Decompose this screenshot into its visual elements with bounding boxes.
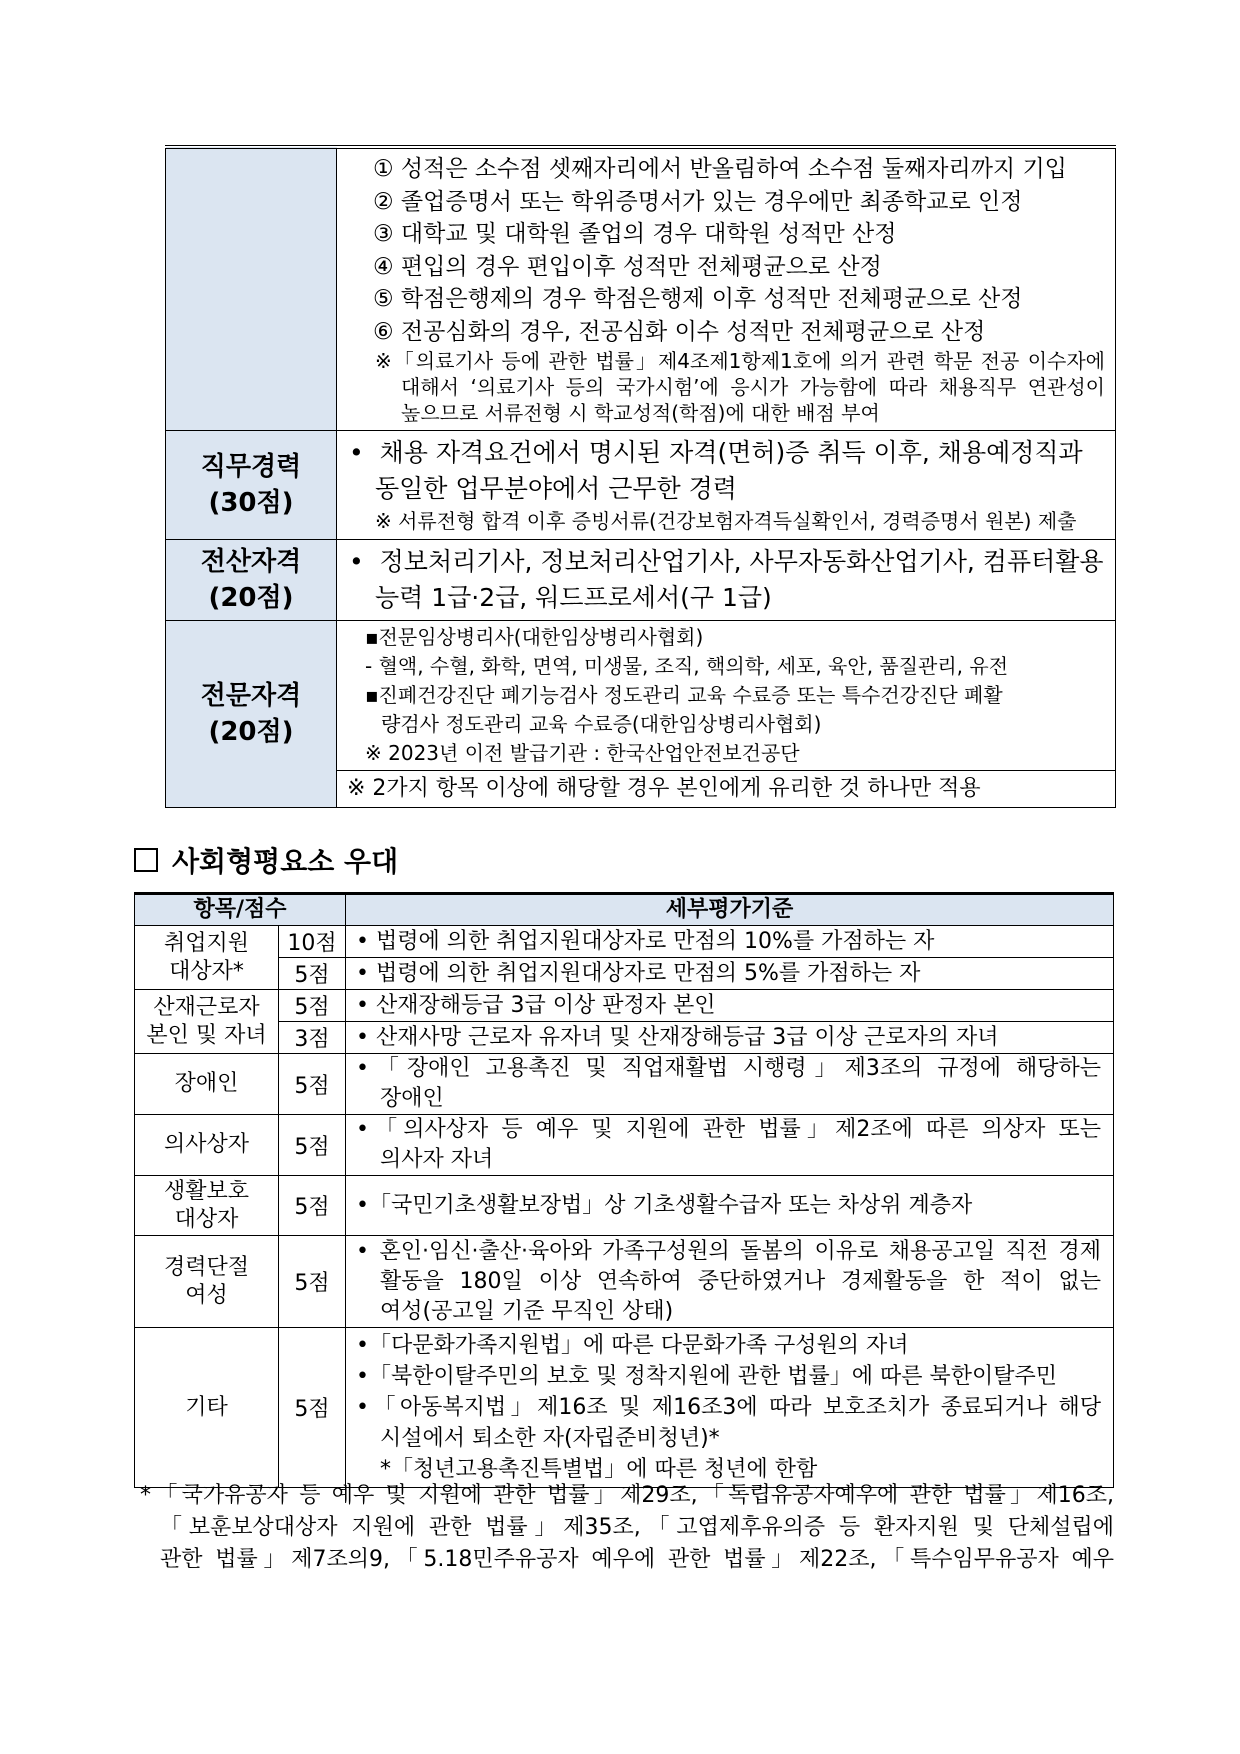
bullet-mark: • [349, 547, 364, 576]
footnote-line: 「보훈보상대상자 지원에 관한 법률」제35조,「고엽제후유의증 등 환자지원 및 단체설립에 [160, 1515, 1114, 1540]
it-cert-description [349, 544, 1105, 616]
pro-cert-line: - 혈액, 수혈, 화학, 면역, 미생물, 조직, 핵의학, 세포, 육안, 품질관리, 유전 [365, 654, 1009, 678]
grade-rule-5: ⑤ 학점은행제의 경우 학점은행제 이후 성적만 전체평균으로 산정 [373, 286, 1023, 312]
criteria-line: •「장애인 고용촉진 및 직업재활법 시행령」제3조의 규정에 해당하는 [356, 1056, 1101, 1081]
criteria-cell: • 법령에 의한 취업지원대상자로 만점의 5%를 가점하는 자 [346, 958, 1114, 990]
grade-legal-note [349, 348, 1105, 426]
item-text: 본인 및 자녀 [146, 1022, 267, 1048]
career-row [166, 431, 1116, 540]
career-points: (30점) [208, 488, 294, 518]
grade-rule-3: ③ 대학교 및 대학원 졸업의 경우 대학원 성적만 산정 [373, 221, 897, 247]
it-cert-label: 전산자격 [200, 547, 302, 577]
grade-row [166, 147, 1116, 431]
item-text: 산재근로자 [153, 994, 260, 1020]
grade-rule-6: ⑥ 전공심화의 경우, 전공심화 이수 성적만 전체평균으로 산정 [373, 318, 986, 345]
table-row [135, 1115, 1114, 1176]
career-label: 직무경력 [200, 452, 302, 482]
grade-rules-cell [337, 147, 1116, 431]
item-welfare [135, 1176, 279, 1236]
table-row [135, 990, 1114, 1022]
it-cert-line-1: 정보처리기사, 정보처리산업기사, 사무자동화산업기사, 컴퓨터활용 [379, 547, 1104, 576]
criteria-line: • 혼인·임신·출산·육아와 가족구성원의 돌봄의 이유로 채용공고일 직전 경제 [356, 1238, 1101, 1264]
section-title: 사회형평요소 우대 [172, 845, 399, 878]
qualification-table [165, 145, 1116, 808]
table-row [135, 958, 1114, 990]
pro-cert-note: ※ 2가지 항목 이상에 해당할 경우 본인에게 유리한 것 하나만 적용 [337, 771, 1116, 808]
criteria-line: 활동을 180일 이상 연속하여 중단하였거나 경제활동을 한 적이 없는 [380, 1268, 1101, 1294]
header-item-score: 항목/점수 [135, 894, 346, 926]
social-equity-table [134, 892, 1114, 1488]
footnote-line: 관한 법률」제7조의9,「5.18민주유공자 예우에 관한 법률」제22조,「특수임무유공자 예우 [160, 1547, 1114, 1572]
criteria-cell: • 산재장해등급 3급 이상 판정자 본인 [346, 990, 1114, 1022]
grade-rule-4: ④ 편입의 경우 편입이후 성적만 전체평균으로 산정 [373, 253, 882, 280]
item-disabled: 장애인 [135, 1054, 279, 1115]
criteria-line: *「청년고용촉진특별법」에 따른 청년에 한함 [380, 1457, 818, 1482]
it-cert-points: (20점) [208, 583, 294, 613]
pro-cert-row [166, 621, 1116, 771]
criteria-cell: • 법령에 의한 취업지원대상자로 만점의 10%를 가점하는 자 [346, 926, 1114, 958]
item-industrial-accident [135, 990, 279, 1054]
career-description [349, 435, 1105, 507]
it-cert-row [166, 540, 1116, 621]
pro-cert-desc-cell [337, 621, 1116, 771]
criteria-cell [346, 1054, 1114, 1115]
item-employment-support [135, 926, 279, 990]
it-cert-desc-cell [337, 540, 1116, 621]
checkbox-square-icon [134, 848, 158, 872]
career-note: ※ 서류전형 합격 이후 증빙서류(건강보험자격득실확인서, 경력증명서 원본) 제출 [375, 509, 1077, 533]
career-label-cell [166, 431, 337, 540]
score-cell: 5점 [279, 958, 346, 990]
item-text: 취업지원 [163, 930, 249, 956]
header-criteria: 세부평가기준 [346, 894, 1114, 926]
pro-cert-line: ※ 2023년 이전 발급기관 : 한국산업안전보건공단 [365, 741, 800, 765]
score-cell: 5점 [279, 1115, 346, 1176]
grade-note-line: ※「의료기사 등에 관한 법률」제4조제1항제1호에 의거 관련 학문 전공 이수자에 [375, 349, 1105, 373]
grade-rule-1: ① 성적은 소수점 셋째자리에서 반올림하여 소수점 둘째자리까지 기입 [373, 156, 1067, 182]
criteria-cell [346, 1236, 1114, 1328]
score-cell: 5점 [279, 990, 346, 1022]
criteria-line: •「다문화가족지원법」에 따른 다문화가족 구성원의 자녀 [356, 1333, 909, 1358]
score-cell: 5점 [279, 1236, 346, 1328]
criteria-line: 장애인 [380, 1086, 444, 1111]
footnote [140, 1480, 1114, 1576]
career-line-2: 동일한 업무분야에서 근무한 경력 [375, 474, 737, 503]
item-text: 대상자* [169, 958, 244, 984]
bullet-mark: • [349, 438, 364, 467]
pro-cert-points: (20점) [208, 717, 294, 747]
item-other: 기타 [135, 1328, 279, 1488]
criteria-cell: • 산재사망 근로자 유자녀 및 산재장해등급 3급 이상 근로자의 자녀 [346, 1022, 1114, 1054]
item-text: 여성 [185, 1282, 228, 1308]
table-row [135, 1022, 1114, 1054]
criteria-cell [346, 1176, 1114, 1236]
table-row [135, 1328, 1114, 1488]
table-row [135, 1176, 1114, 1236]
grade-label-cell [166, 147, 337, 431]
criteria-line: 시설에서 퇴소한 자(자립준비청년)* [380, 1426, 720, 1451]
it-cert-line-2: 능력 1급·2급, 워드프로세서(구 1급) [375, 583, 772, 612]
score-cell: 3점 [279, 1022, 346, 1054]
pro-cert-label: 전문자격 [200, 681, 302, 711]
criteria-cell [346, 1115, 1114, 1176]
grade-note-line: 높으므로 서류전형 시 학교성적(학점)에 대한 배점 부여 [401, 401, 880, 425]
pro-cert-line: ▪전문임상병리사(대한임상병리사협회) [365, 625, 704, 649]
it-cert-label-cell [166, 540, 337, 621]
score-cell: 10점 [279, 926, 346, 958]
footnote-line: *「국가유공자 등 예우 및 지원에 관한 법률」제29조,「독립유공자예우에 관한 법률」제16조, [140, 1483, 1114, 1508]
table-row [135, 1236, 1114, 1328]
criteria-line: •「국민기초생활보장법」상 기초생활수급자 또는 차상위 계층자 [356, 1192, 973, 1218]
item-career-break [135, 1236, 279, 1328]
pro-cert-line: 량검사 정도관리 교육 수료증(대한임상병리사협회) [381, 712, 822, 736]
item-text: 대상자 [174, 1206, 239, 1232]
criteria-line: 여성(공고일 기준 무직인 상태) [380, 1298, 674, 1324]
career-desc-cell [337, 431, 1116, 540]
criteria-line: •「아동복지법」제16조 및 제16조3에 따라 보호조치가 종료되거나 해당 [356, 1395, 1101, 1420]
table-header-row [135, 894, 1114, 926]
pro-cert-line: ▪진폐건강진단 폐기능검사 정도관리 교육 수료증 또는 특수건강진단 폐활 [365, 683, 1003, 707]
score-cell: 5점 [279, 1176, 346, 1236]
criteria-line: •「의사상자 등 예우 및 지원에 관한 법률」제2조에 따른 의상자 또는 [356, 1117, 1101, 1142]
item-text: 생활보호 [163, 1178, 249, 1204]
item-text: 경력단절 [163, 1254, 249, 1280]
table-row [135, 1054, 1114, 1115]
criteria-cell [346, 1328, 1114, 1488]
score-cell: 5점 [279, 1054, 346, 1115]
criteria-line: •「북한이탈주민의 보호 및 정착지원에 관한 법률」에 따른 북한이탈주민 [356, 1364, 1057, 1389]
career-line-1: 채용 자격요건에서 명시된 자격(면허)증 취득 이후, 채용예정직과 [379, 438, 1083, 467]
table-row [135, 926, 1114, 958]
score-cell: 5점 [279, 1328, 346, 1488]
grade-note-line: 대해서 ‘의료기사 등의 국가시험’에 응시가 가능함에 따라 채용직무 연관성이 [401, 375, 1105, 399]
pro-cert-label-cell [166, 621, 337, 808]
item-righteous: 의사상자 [135, 1115, 279, 1176]
section-heading [134, 840, 398, 880]
grade-rule-2: ② 졸업증명서 또는 학위증명서가 있는 경우에만 최종학교로 인정 [373, 188, 1023, 215]
criteria-line: 의사자 자녀 [380, 1147, 494, 1172]
